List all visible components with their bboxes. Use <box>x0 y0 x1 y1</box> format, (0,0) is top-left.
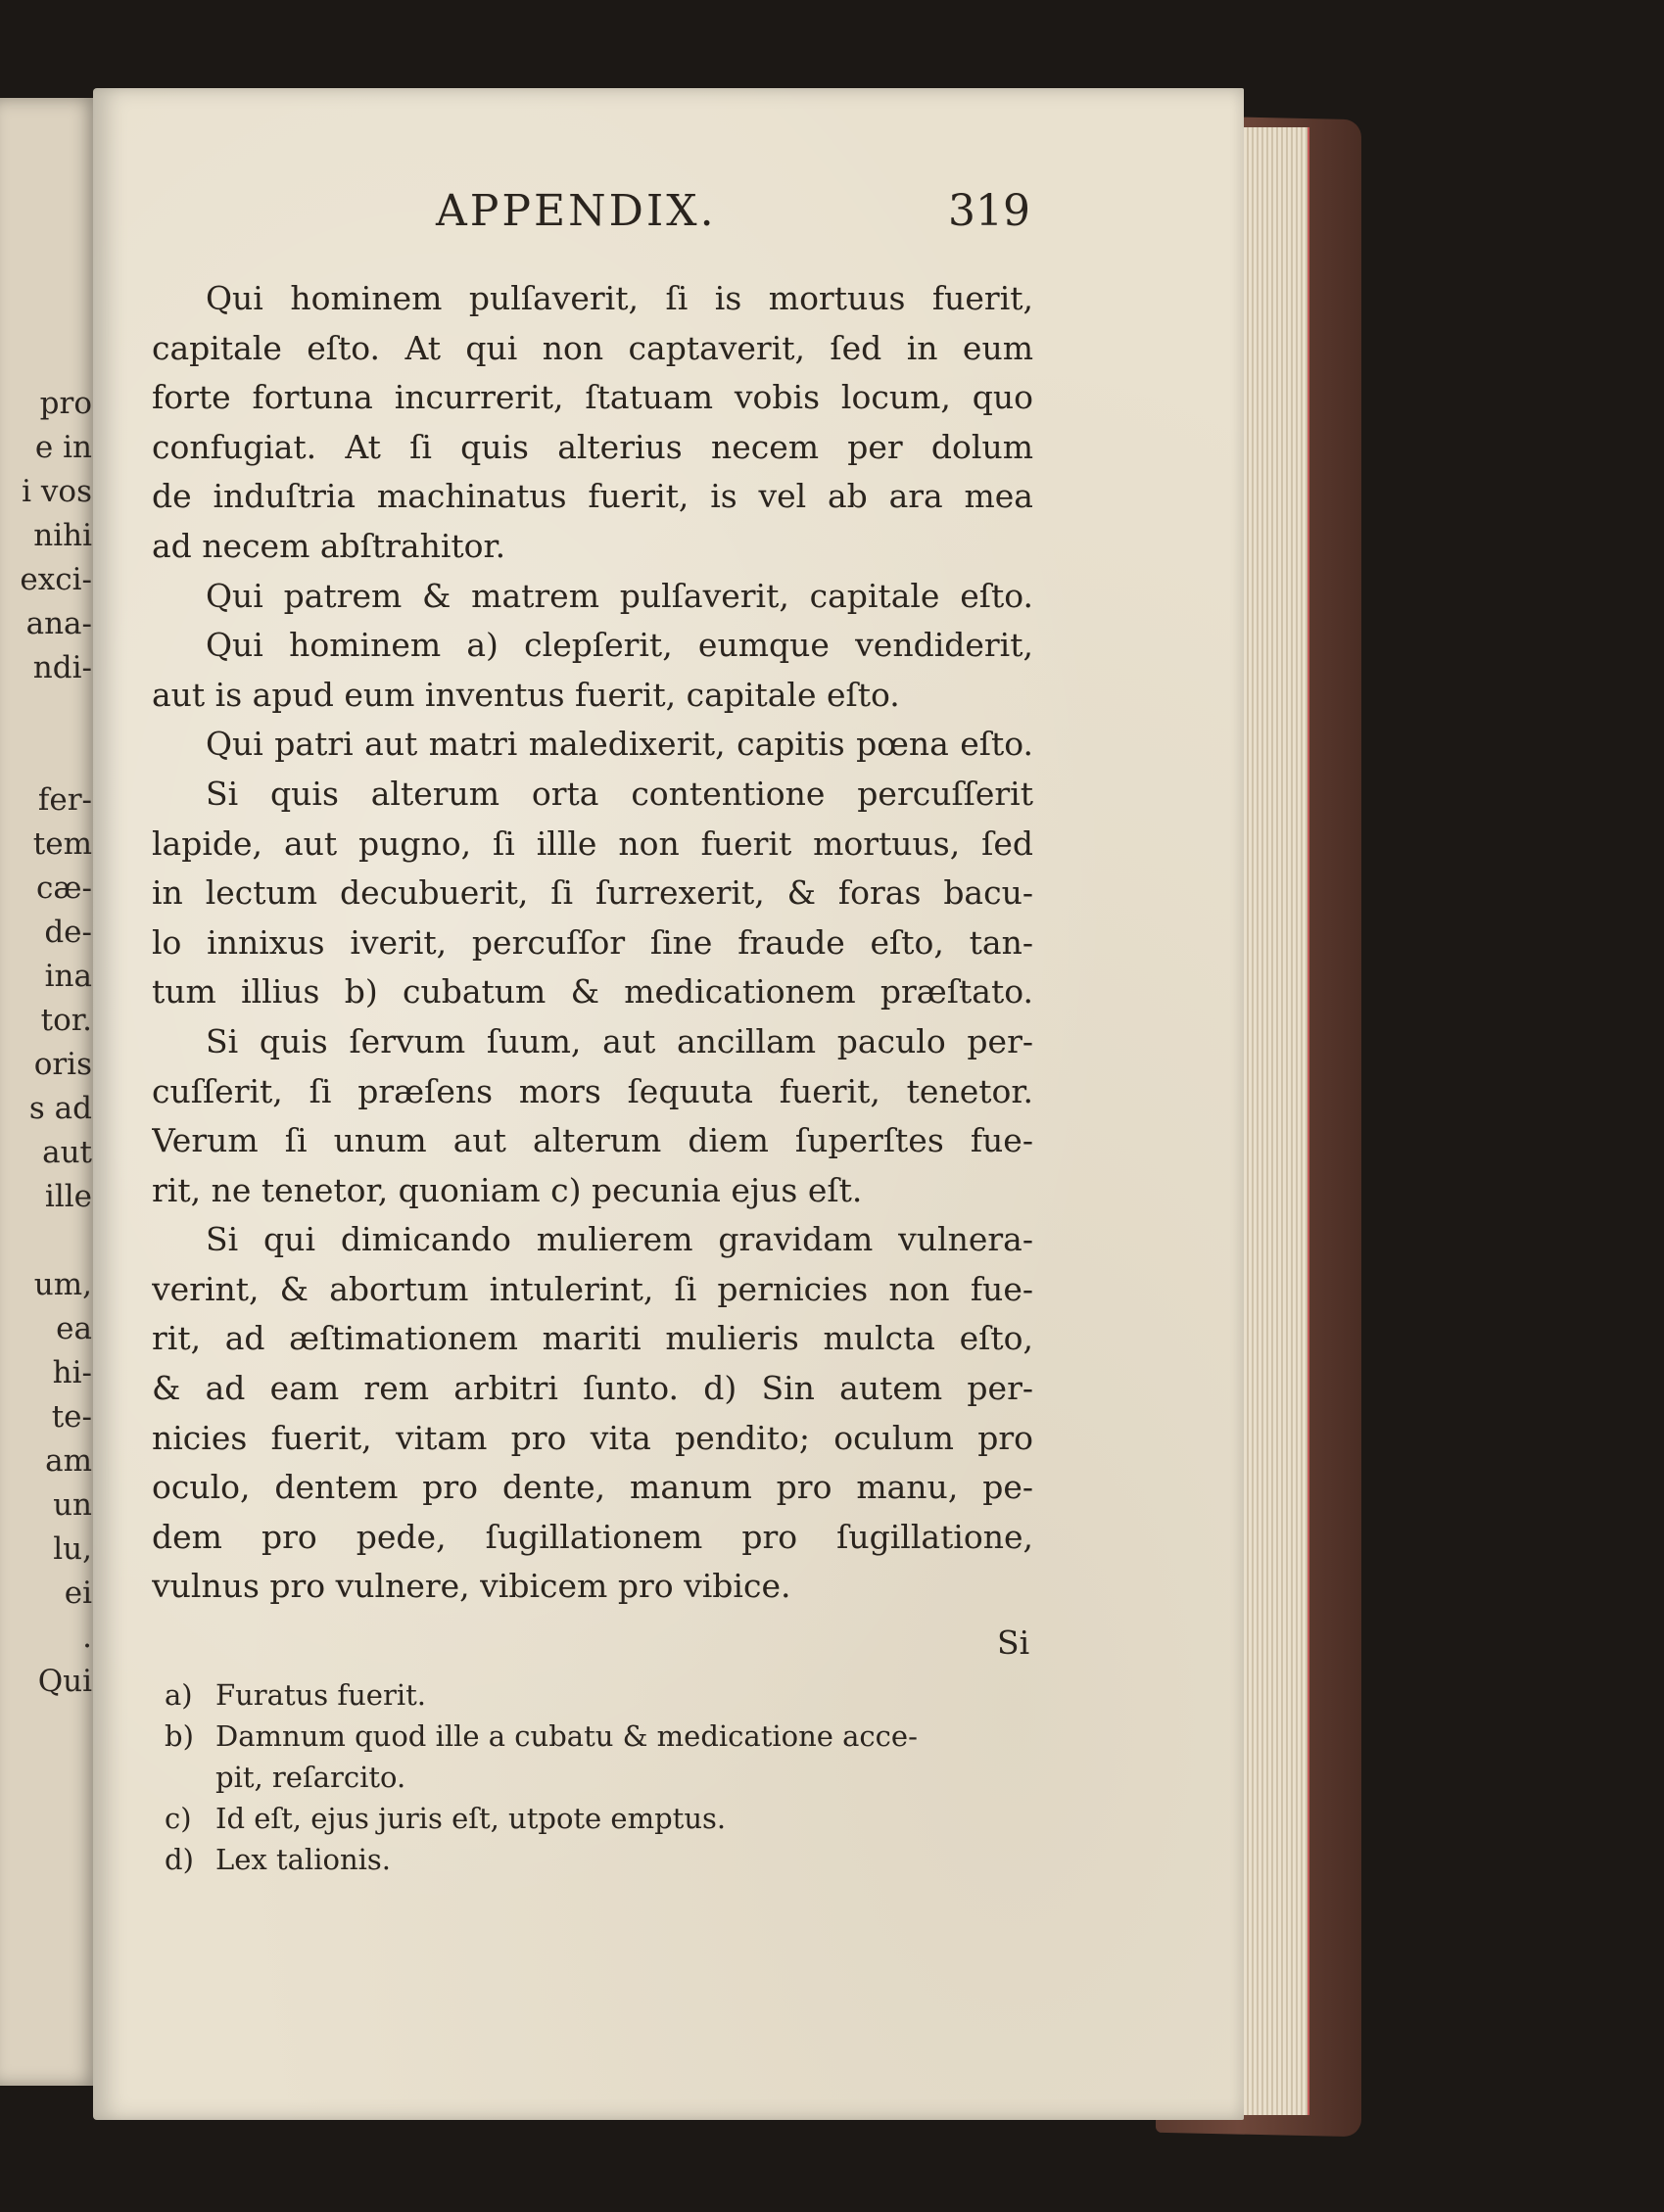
footnote <box>165 1757 1046 1798</box>
text-line: ad necem abſtrahitor. <box>152 526 506 565</box>
footnote-text: pit, reſarcito. <box>215 1761 406 1794</box>
text-line: Qui patrem & matrem pulſaverit, capitale eſto. <box>206 576 1033 615</box>
facing-page-fragment: cæ- <box>36 871 92 906</box>
text-line: dem pro pede, ſugillationem pro ſugillatione, <box>152 1517 1033 1556</box>
facing-page-fragment <box>0 1219 92 1263</box>
text-line: capitale eſto. At qui non captaverit, ſed in eum <box>152 328 1033 367</box>
footnote-text: Id eſt, ejus juris eſt, utpote emptus. <box>215 1802 727 1835</box>
text-line: rit, ad æſtimationem mariti mulieris mulcta eſto, <box>152 1319 1033 1358</box>
text-line: de induſtria machinatus fuerit, is vel ab ara mea <box>152 477 1033 516</box>
text-line: lapide, aut pugno, ſi illle non fuerit mortuus, ſed <box>152 824 1033 863</box>
facing-page-fragment: ina <box>44 959 92 994</box>
facing-page-fragment: hi- <box>52 1355 92 1390</box>
text-line: vulnus pro vulnere, vibicem pro vibice. <box>152 1567 791 1606</box>
text-line: rit, ne tenetor, quoniam c) pecunia ejus eſt. <box>152 1170 863 1209</box>
facing-page-text <box>0 382 92 1704</box>
page-title: APPENDIX. <box>436 186 717 236</box>
footnotes <box>165 1674 1046 1880</box>
footnote-mark: d) <box>165 1843 194 1876</box>
text-line: Qui hominem a) clepſerit, eumque vendiderit, <box>206 626 1033 665</box>
facing-page-fragment <box>0 734 92 778</box>
text-line: Si qui dimicando mulierem gravidam vulnera- <box>206 1220 1033 1259</box>
facing-page-fragment: de- <box>44 915 92 950</box>
text-line: verint, & abortum intulerint, ſi pernicies non fue- <box>152 1269 1033 1308</box>
facing-page-fragment: Qui <box>37 1664 92 1699</box>
footnote-text: Lex talionis. <box>215 1843 391 1876</box>
catchword: Si <box>997 1624 1030 1662</box>
facing-page-fragment: i vos <box>22 474 92 509</box>
footnote-mark: a) <box>165 1678 193 1712</box>
facing-page-fragment: nihi <box>33 518 92 553</box>
facing-page-fragment: ana- <box>25 606 92 641</box>
facing-page-fragment: pro <box>39 386 92 421</box>
facing-page-fragment: fer- <box>37 782 92 818</box>
facing-page-fragment: aut <box>42 1135 92 1170</box>
facing-page-fragment: am <box>45 1443 92 1479</box>
text-line: nicies fuerit, vitam pro vita pendito; oculum pro <box>152 1418 1033 1457</box>
text-line: Si quis alterum orta contentione percuſſerit <box>206 774 1033 813</box>
footnote-text: Damnum quod ille a cubatu & medicatione acce- <box>215 1719 918 1753</box>
footnote-mark: c) <box>165 1802 192 1835</box>
facing-page-fragment: um, <box>33 1267 92 1302</box>
footnote <box>165 1716 1046 1757</box>
text-line: forte fortuna incurrerit, ſtatuam vobis locum, quo <box>152 378 1033 417</box>
facing-page-left <box>0 98 98 2086</box>
text-line: Si quis ſervum ſuum, aut ancillam paculo per- <box>206 1021 1033 1060</box>
text-line: aut is apud eum inventus fuerit, capitale eſto. <box>152 675 900 714</box>
facing-page-fragment: lu, <box>53 1531 92 1567</box>
facing-page-fragment: exci- <box>20 562 92 597</box>
footnote <box>165 1839 1046 1880</box>
facing-page-fragment: ea <box>56 1311 92 1346</box>
facing-page-fragment: ndi- <box>32 650 92 685</box>
facing-page-fragment: e in <box>34 430 92 465</box>
facing-page-fragment: ei <box>64 1576 92 1611</box>
text-line: in lectum decubuerit, ſi ſurrexerit, & foras bacu- <box>152 873 1033 913</box>
text-line: tum illius b) cubatum & medicationem præſtato. <box>152 972 1033 1012</box>
facing-page-fragment: oris <box>33 1047 92 1082</box>
text-line: oculo, dentem pro dente, manum pro manu, pe- <box>152 1468 1033 1507</box>
footnote-mark: b) <box>165 1719 194 1753</box>
facing-page-fragment <box>0 690 92 734</box>
footnote-text: Furatus fuerit. <box>215 1678 426 1712</box>
footnote <box>165 1798 1046 1839</box>
facing-page-fragment: tem <box>32 826 92 862</box>
facing-page-fragment: . <box>82 1620 92 1655</box>
facing-page-fragment: s ad <box>28 1091 92 1126</box>
text-line: Qui hominem pulſaverit, ſi is mortuus fuerit, <box>206 279 1033 317</box>
page-number: 319 <box>948 186 1030 236</box>
text-line: Verum ſi unum aut alterum diem ſuperſtes fue- <box>152 1121 1033 1160</box>
facing-page-fragment: tor. <box>40 1003 92 1038</box>
facing-page-fragment: un <box>53 1487 92 1523</box>
text-line: Qui patri aut matri maledixerit, capitis pœna eſto. <box>206 725 1033 764</box>
facing-page-fragment: ille <box>44 1179 92 1214</box>
text-line: cuſſerit, ſi præſens mors ſequuta fuerit, tenetor. <box>152 1071 1033 1110</box>
text-line: lo innixus iverit, percuſſor ſine fraude eſto, tan- <box>152 922 1033 962</box>
facing-page-fragment: te- <box>51 1399 92 1435</box>
body-text <box>152 274 1033 1612</box>
running-head <box>0 186 1664 245</box>
text-line: & ad eam rem arbitri ſunto. d) Sin autem per- <box>152 1369 1033 1408</box>
footnote <box>165 1674 1046 1716</box>
text-line: confugiat. At ſi quis alterius necem per dolum <box>152 427 1033 466</box>
